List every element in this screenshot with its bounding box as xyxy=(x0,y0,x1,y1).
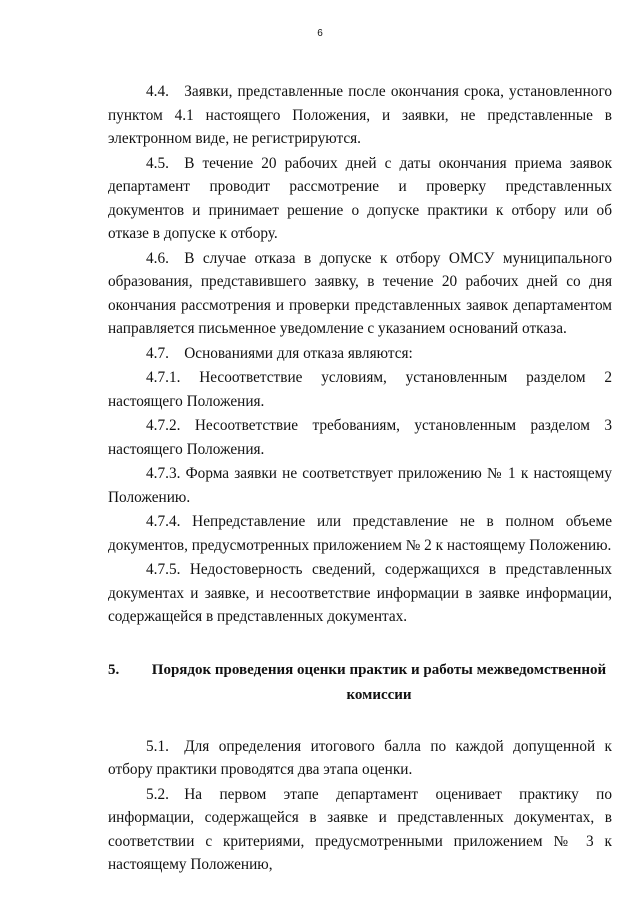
paragraph-4-7-4: 4.7.4. Непредставление или представление не в полном объеме документов, предусмотренных приложением № 2 к настоящему Положению. xyxy=(108,513,612,554)
section-heading xyxy=(108,658,612,708)
paragraph-4-7-5: 4.7.5. Недостоверность сведений, содержащихся в представленных документах и заявке, и несоответствие информации в заявке информации, содержащейся в представленных документах. xyxy=(108,561,612,625)
paragraph-4-5: 4.5. В течение 20 рабочих дней с даты окончания приема заявок департамент проводит рассмотрение и проверку представленных документов и принимает решение о допуске практики к отбору или об отказе в допуске к отбору. xyxy=(108,154,612,242)
section-title: Порядок проведения оценки практик и работы межведомственной комиссии xyxy=(151,661,607,703)
document-body xyxy=(108,80,612,878)
paragraph-4-7-2: 4.7.2. Несоответствие требованиям, установленным разделом 3 настоящего Положения. xyxy=(108,417,612,458)
paragraph-4-6: 4.6. В случае отказа в допуске к отбору ОМСУ муниципального образования, представившего заявку, в течение 20 рабочих дней со дня окончания рассмотрения и проверки представленных заявок департаментом направляется письменное уведомление с указанием оснований отказа. xyxy=(108,249,612,337)
paragraph-4-7-1: 4.7.1. Несоответствие условиям, установленным разделом 2 настоящего Положения. xyxy=(108,369,612,410)
paragraph-4-4: 4.4. Заявки, представленные после окончания срока, установленного пунктом 4.1 настоящего Положения, и заявки, не представленные в электронном виде, не регистрируются. xyxy=(108,83,612,147)
paragraph-5-1: 5.1. Для определения итогового балла по каждой допущенной к отбору практики проводятся два этапа оценки. xyxy=(108,737,612,778)
page-number: 6 xyxy=(317,28,323,39)
section-number: 5. xyxy=(108,661,120,678)
paragraph-5-2: 5.2. На первом этапе департамент оценивает практику по информации, содержащейся в заявке и представленных документах, в соответствии с критериями, предусмотренными приложением № 3 к настоящему Положению, xyxy=(108,785,612,873)
paragraph-4-7-3: 4.7.3. Форма заявки не соответствует приложению № 1 к настоящему Положению. xyxy=(108,465,612,506)
paragraph-4-7: 4.7. Основаниями для отказа являются: xyxy=(146,344,413,362)
